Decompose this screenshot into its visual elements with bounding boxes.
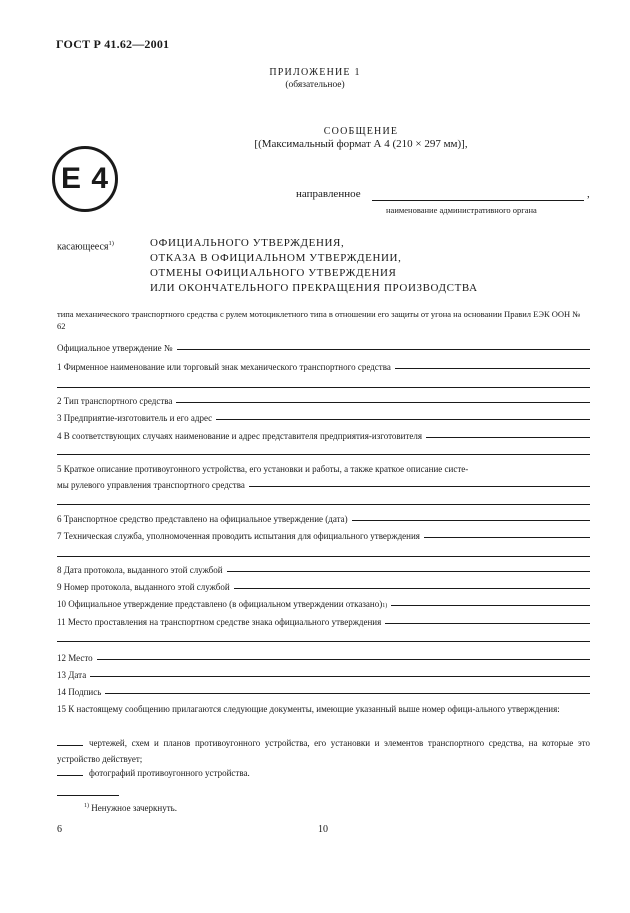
item-1-label: 1 Фирменное наименование или торговый знак механического транспортного средства [57,362,391,372]
sent-by-caption: наименование административного органа [386,205,537,215]
item-5-label: 5 Краткое описание противоугонного устройства, его установки и работы, а также краткое описание систе- [57,464,469,474]
item-1-field[interactable] [395,367,590,369]
footnote-divider [57,795,119,796]
item-11-row [57,617,590,627]
item-15b-count-field[interactable] [57,775,83,776]
item-15a-text: чертежей, схем и планов противоугонного устройства, его установки и элементов транспортного средства, на которые это устройство действует; [57,738,590,764]
item-1-row [57,362,590,372]
item-5-continuation-field[interactable] [57,504,590,505]
approval-number-label: Официальное утверждение № [57,343,173,353]
footnote-ref: 1) [108,240,114,247]
item-7-row [57,531,590,541]
item-3-field[interactable] [216,418,590,420]
item-8-label: 8 Дата протокола, выданного этой службой [57,565,223,575]
item-14-field[interactable] [105,692,590,694]
concerning-line: ОТМЕНЫ ОФИЦИАЛЬНОГО УТВЕРЖДЕНИЯ [150,267,397,279]
item-13-row [57,670,590,680]
concerning-line: ОТКАЗА В ОФИЦИАЛЬНОМ УТВЕРЖДЕНИИ, [150,252,402,264]
item-11-label: 11 Место проставления на транспортном средстве знака официального утверждения [57,617,382,627]
item-9-field[interactable] [234,587,590,589]
approval-number-row [57,343,590,353]
item-8-row [57,565,590,575]
item-2-row [57,396,590,406]
item-14-row [57,687,590,697]
sent-by-comma: , [587,188,590,200]
item-5-field[interactable] [249,485,590,487]
item-12-field[interactable] [97,658,590,660]
item-6-row [57,514,590,524]
item-1-continuation-field[interactable] [57,387,590,388]
sent-by-label: направленное [296,188,361,200]
item-5-label-cont: мы рулевого управления транспортного средства [57,480,245,490]
item-15b-row [57,765,590,781]
sent-by-field[interactable] [372,200,584,201]
item-10-label: 10 Официальное утверждение представлено (в официальном утверждении отказано) [57,599,383,609]
item-2-label: 2 Тип транспортного средства [57,396,173,406]
item-15a-count-field[interactable] [57,745,83,746]
item-15b-text: фотографий противоугонного устройства. [89,768,250,778]
approval-number-field[interactable] [177,348,590,350]
item-10-row [57,599,590,609]
footnote-mark: 1) [84,803,89,809]
concerning-line: ИЛИ ОКОНЧАТЕЛЬНОГО ПРЕКРАЩЕНИЯ ПРОИЗВОДСТВА [150,282,478,294]
annex-title: ПРИЛОЖЕНИЕ 1 [269,67,361,78]
item-15a-row [57,735,590,767]
item-6-label: 6 Транспортное средство представлено на официальное утверждение (дата) [57,514,348,524]
item-10-field[interactable] [391,604,590,606]
annex-status: (обязательное) [285,80,345,90]
item-7-label: 7 Техническая служба, уполномоченная проводить испытания для официального утверждения [57,531,420,541]
item-9-row [57,582,590,592]
footnote [84,803,177,813]
item-8-field[interactable] [227,570,590,572]
concerning-label [57,240,114,252]
message-title: СООБЩЕНИЕ [323,126,399,137]
item-13-field[interactable] [90,675,590,677]
item-4-field[interactable] [426,436,590,438]
item-2-field[interactable] [176,401,590,403]
item-11-field[interactable] [385,622,590,624]
item-5-row [57,464,590,474]
item-15-text: 15 К настоящему сообщению прилагаются следующие документы, имеющие указанный выше номер офици-ального утверждения: [57,704,560,714]
footnote-text: Ненужное зачеркнуть. [91,803,178,813]
document-header: ГОСТ Р 41.62—2001 [56,37,170,51]
item-12-row [57,653,590,663]
e4-approval-mark-icon: E 4 [52,146,118,212]
item-13-label: 13 Дата [57,670,87,680]
item-11-continuation-field[interactable] [57,641,590,642]
item-3-label: 3 Предприятие-изготовитель и его адрес [57,413,213,423]
page-number-center: 10 [318,824,328,835]
item-12-label: 12 Место [57,653,93,663]
footnote-ref: 1) [382,603,388,609]
concerning-title [150,236,478,296]
item-5-row-cont [57,480,590,490]
item-7-field[interactable] [424,536,590,538]
item-4-row [57,431,590,441]
page-number-left: 6 [57,824,62,835]
item-7-continuation-field[interactable] [57,556,590,557]
item-4-label: 4 В соответствующих случаях наименование и адрес представителя предприятия-изготовителя [57,431,423,441]
item-4-continuation-field[interactable] [57,454,590,455]
item-3-row [57,413,590,423]
item-6-field[interactable] [352,519,590,521]
item-14-label: 14 Подпись [57,687,102,697]
concerning-text: касающееся [57,241,109,253]
message-format: [(Максимальный формат А 4 (210 × 297 мм)], [254,138,468,150]
intro-text: типа механического транспортного средства с рулем мотоциклетного типа в отношении его защиты от угона на основании Правил ЕЭК ООН № 62 [57,309,581,331]
concerning-line: ОФИЦИАЛЬНОГО УТВЕРЖДЕНИЯ, [150,237,345,249]
item-9-label: 9 Номер протокола, выданного этой службой [57,582,230,592]
